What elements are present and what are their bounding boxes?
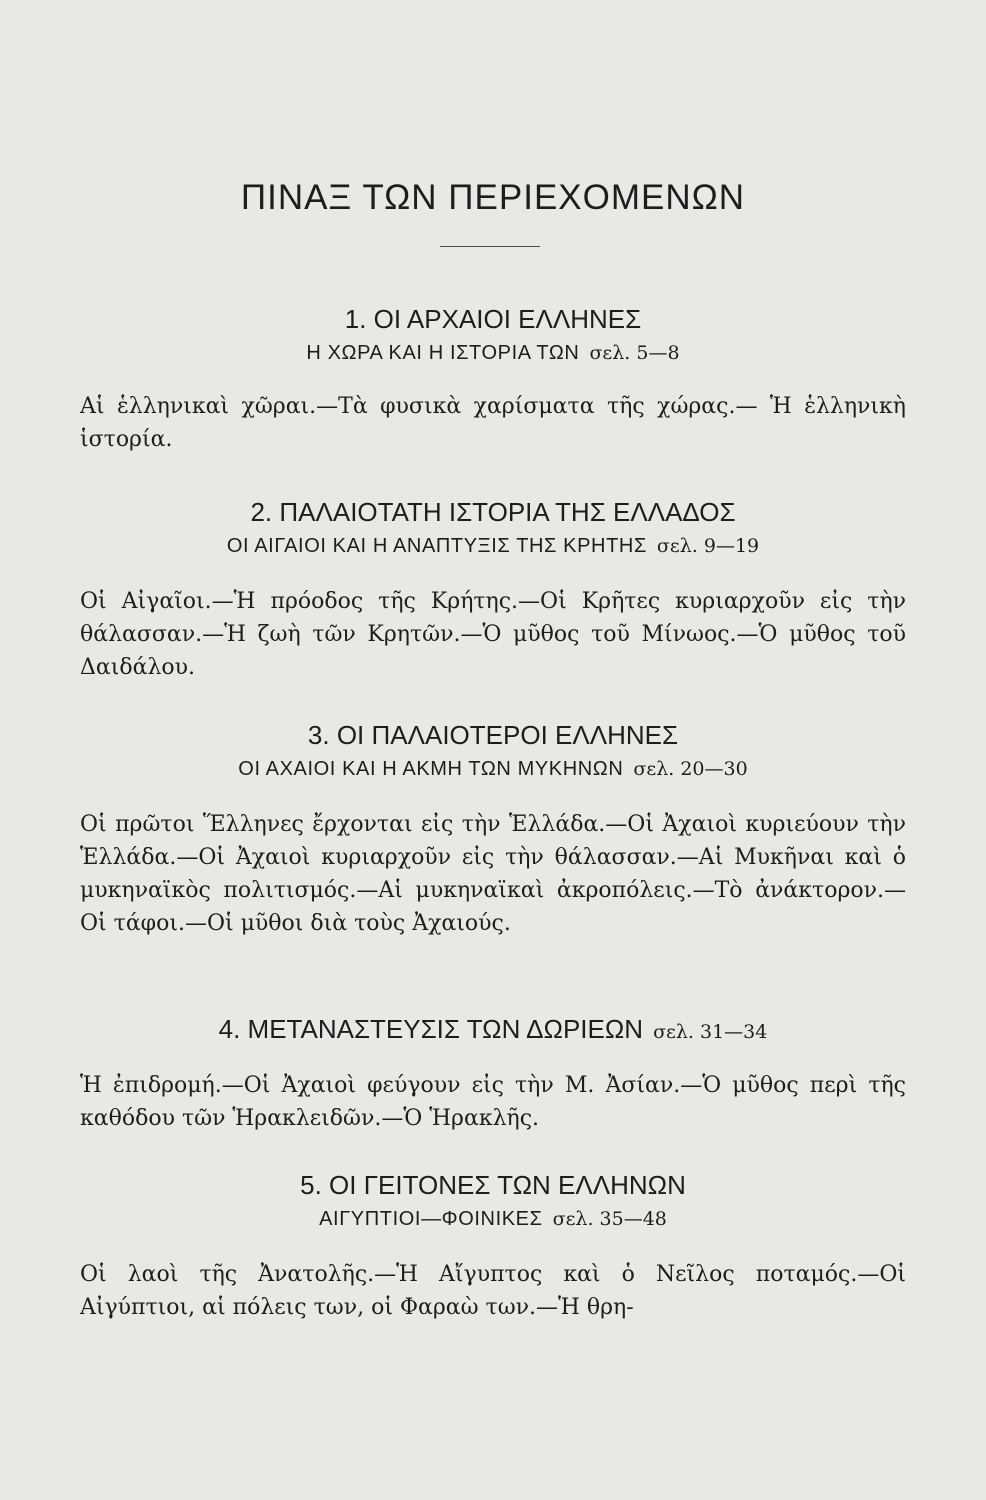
section-heading-text: 4. ΜΕΤΑΝΑΣΤΕΥΣΙΣ ΤΩΝ ΔΩΡΙΕΩΝ bbox=[218, 1014, 644, 1044]
section-heading: 3. ΟΙ ΠΑΛΑΙΟΤΕΡΟΙ ΕΛΛΗΝΕΣ bbox=[307, 720, 679, 750]
section-summary: Οἱ λαοὶ τῆς Ἀνατολῆς.—Ἡ Αἴγυπτος καὶ ὁ Νεῖλος ποταμός.—Οἱ Αἰγύπτιοι, αἱ πόλεις των, οἱ Φαραὼ των.—Ἡ θρη- bbox=[80, 1262, 906, 1320]
toc-section-5 bbox=[80, 1168, 906, 1324]
section-subtitle-text: ΟΙ ΑΧΑΙΟΙ ΚΑΙ Η ΑΚΜΗ ΤΩΝ ΜΥΚΗΝΩΝ bbox=[238, 758, 624, 780]
section-pages: σελ. 5—8 bbox=[589, 342, 680, 364]
toc-section-3 bbox=[80, 718, 906, 940]
toc-section-4 bbox=[80, 1012, 906, 1135]
section-heading: 5. ΟΙ ΓΕΙΤΟΝΕΣ ΤΩΝ ΕΛΛΗΝΩΝ bbox=[300, 1170, 686, 1200]
section-subtitle-text: ΟΙ ΑΙΓΑΙΟΙ ΚΑΙ Η ΑΝΑΠΤΥΞΙΣ ΤΗΣ ΚΡΗΤΗΣ bbox=[226, 535, 647, 557]
section-heading bbox=[80, 1012, 906, 1049]
section-summary: Οἱ Αἰγαῖοι.—Ἡ πρόοδος τῆς Κρήτης.—Οἱ Κρῆτες κυριαρχοῦν εἰς τὴν θάλασσαν.—Ἡ ζωὴ τῶν Κρητῶν.—Ὁ μῦθος τοῦ Μίνωος.—Ὁ μῦθος τοῦ Δαιδάλου. bbox=[80, 589, 906, 680]
section-pages: σελ. 9—19 bbox=[656, 535, 760, 557]
section-subtitle bbox=[80, 531, 906, 561]
section-pages: σελ. 35—48 bbox=[552, 1208, 667, 1230]
section-subtitle bbox=[80, 754, 906, 784]
section-subtitle-text: ΑΙΓΥΠΤΙΟΙ—ΦΟΙΝΙΚΕΣ bbox=[319, 1208, 543, 1230]
section-pages: σελ. 20—30 bbox=[633, 758, 748, 780]
section-subtitle bbox=[80, 1204, 906, 1234]
section-heading: 1. ΟΙ ΑΡΧΑΙΟΙ ΕΛΛΗΝΕΣ bbox=[344, 304, 642, 334]
section-summary: Ἡ ἐπιδρομή.—Οἱ Ἀχαιοὶ φεύγουν εἰς τὴν Μ. Ἀσίαν.—Ὁ μῦθος περὶ τῆς καθόδου τῶν Ἡρακλειδῶν.—Ὁ Ἡρακλῆς. bbox=[80, 1073, 906, 1131]
page-title: ΠΙΝΑΞ ΤΩΝ ΠΕΡΙΕΧΟΜΕΝΩΝ bbox=[240, 178, 746, 217]
section-summary: Αἱ ἑλληνικαὶ χῶραι.—Τὰ φυσικὰ χαρίσματα τῆς χώρας.— Ἡ ἑλληνικὴ ἱστορία. bbox=[80, 394, 906, 452]
section-summary: Οἱ πρῶτοι Ἕλληνες ἔρχονται εἰς τὴν Ἑλλάδα.—Οἱ Ἀχαιοὶ κυριεύουν τὴν Ἑλλάδα.—Οἱ Ἀχαιοὶ κυριαρχοῦν εἰς τὴν θάλασσαν.—Αἱ Μυκῆναι καὶ ὁ μυκηναϊκὸς πολιτισμός.—Αἱ μυκηναϊκαὶ ἀκροπόλεις.—Τὸ ἀνάκτορον.—Οἱ τάφοι.—Οἱ μῦθοι διὰ τοὺς Ἀχαιούς. bbox=[80, 812, 906, 936]
section-heading: 2. ΠΑΛΑΙΟΤΑΤΗ ΙΣΤΟΡΙΑ ΤΗΣ ΕΛΛΑΔΟΣ bbox=[250, 497, 736, 527]
section-subtitle bbox=[80, 338, 906, 368]
section-pages: σελ. 31—34 bbox=[653, 1021, 768, 1043]
toc-section-2 bbox=[80, 495, 906, 684]
title-divider bbox=[440, 246, 540, 247]
toc-section-1 bbox=[80, 302, 906, 456]
section-subtitle-text: Η ΧΩΡΑ ΚΑΙ Η ΙΣΤΟΡΙΑ ΤΩΝ bbox=[306, 342, 580, 364]
